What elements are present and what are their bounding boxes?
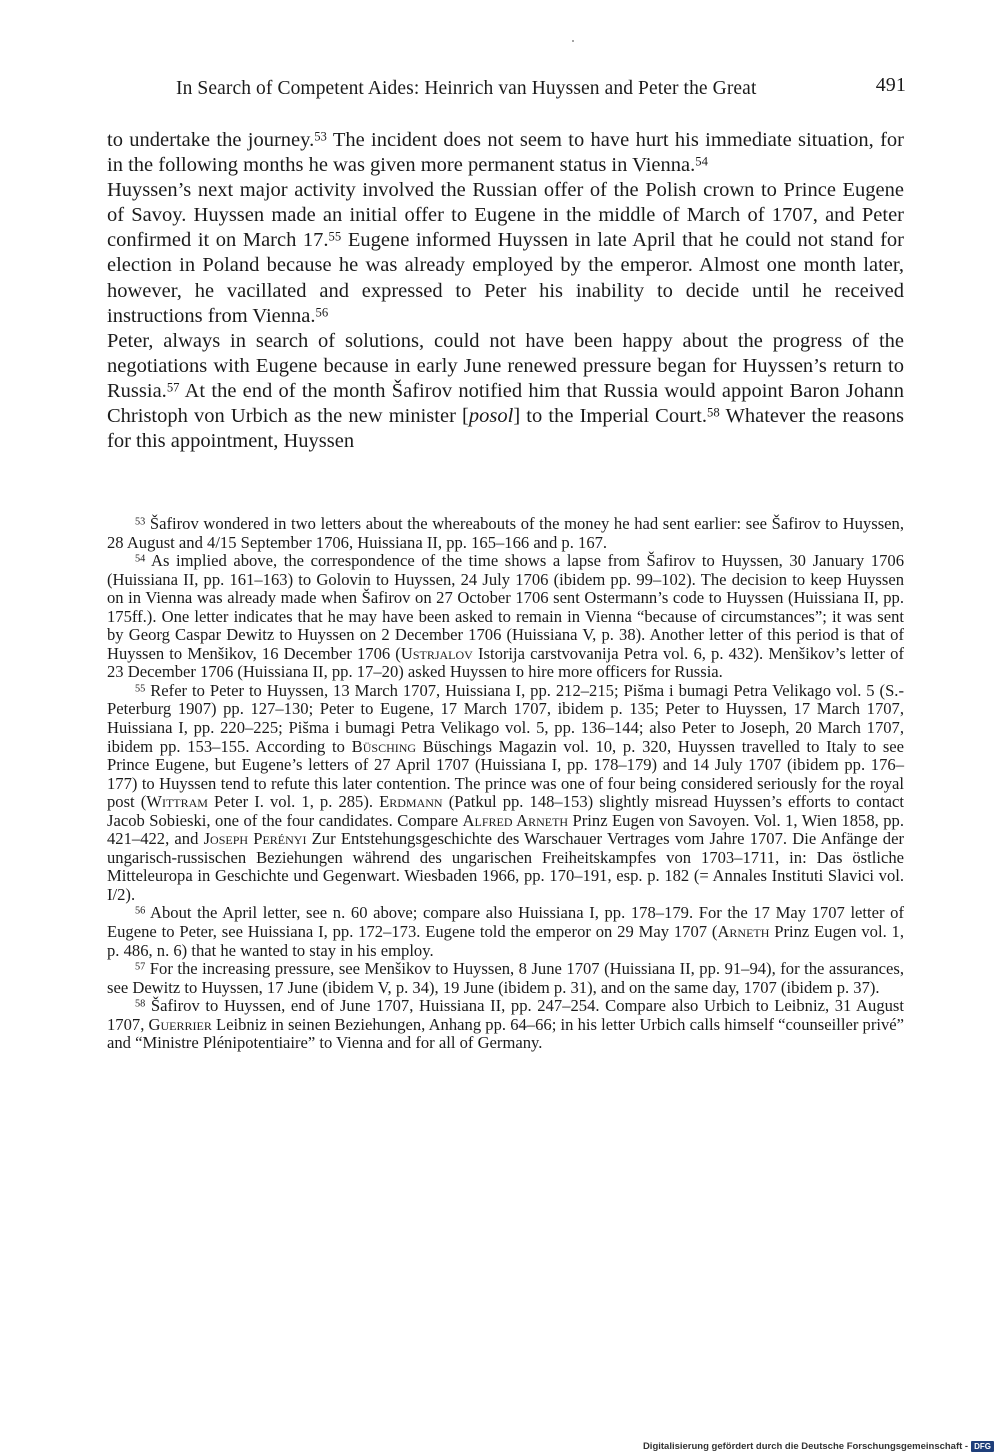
footnotes xyxy=(107,515,904,1053)
footnote-ref-53[interactable]: 53 xyxy=(314,129,327,144)
footnote-ref-56[interactable]: 56 xyxy=(315,304,329,319)
author-name: Wittram xyxy=(146,792,208,812)
footnote-57: $^{57}$ For the increasing pressure, see Menšikov to Huyssen, 8 June 1707 (Huissiana II, pp. 91–94), for the assurances, see Dewitz to Huyssen, 17 June (ibidem V, p. 34), 19 June (ibidem p. 31), and on the same day, 1707 (ibidem p. 37). xyxy=(107,959,904,997)
author-name: Ustrjalov xyxy=(400,643,473,663)
footnote-54: $^{54}$ As implied above, the correspondence of the time shows a lapse from Šafirov to Huyssen, 30 January 1706 (Huissiana II, pp. 161–163) to Golovin to Huyssen, 24 July 1706 (ibidem pp. 99–102). The decision to keep Huyssen on in Vienna was already made when Šafirov on 27 October 1706 sent Ostermann’s code to Huyssen (Huissiana II, pp. 175ff.). One letter indicates that he may have been asked to remain in Vienna “because of circumstances”; it was sent by Georg Caspar Dewitz to Huyssen on 2 December 1706 (Huissiana V, p. 38). Another letter of this period is that of Huyssen to Menšikov, 16 December 1706 (Ustrjalov Istorija carstvovanija Petra vol. 6, p. 432). Menšikov’s letter of 23 December 1706 (Huissiana II, pp. 17–20) asked Huyssen to hire more officers for Russia. xyxy=(107,551,904,682)
author-name: Alfred Arneth xyxy=(462,810,569,830)
page-number: 491 xyxy=(875,74,906,96)
body-paragraph-1: to undertake the journey.$^{53}$ The incident does not seem to have hurt his immediate situation, for in the following months he was given more permanent status in Vienna.$^{54}$ xyxy=(107,129,904,177)
digitization-credit xyxy=(643,1441,994,1452)
footnote-58: $^{58}$ Šafirov to Huyssen, end of June 1707, Huissiana II, pp. 247–254. Compare also Urbich to Leibniz, 31 August 1707, Guerrier Leibniz in seinen Beziehungen, Anhang pp. 64–66; in his letter Urbich calls himself “counseiller privé” and “Ministre Plénipotentiaire” to Vienna and for all of Germany. xyxy=(107,996,904,1053)
footnote-ref-58[interactable]: 58 xyxy=(707,405,720,420)
dfg-logo: DFG xyxy=(971,1441,994,1452)
author-name: Joseph Perényi xyxy=(203,829,307,849)
footnote-ref-54[interactable]: 54 xyxy=(695,154,708,169)
footnote-ref-55[interactable]: 55 xyxy=(328,229,342,244)
italic-term-posol: posol xyxy=(468,405,514,428)
body-text xyxy=(107,128,904,454)
author-name: Arneth xyxy=(717,922,770,942)
body-paragraph-3: Peter, always in search of solutions, could not have been happy about the progress of the negotiations with Eugene because in early June renewed pressure began for Huyssen’s return to Russia.$^{57}$ At the end of the month Šafirov notified him that Russia would appoint Baron Johann Christoph von Urbich as the new minister [posol] to the Imperial Court.$^{58}$ Whatever the reasons for this appointment, Huyssen xyxy=(107,329,904,453)
running-head-title: In Search of Competent Aides: Heinrich van Huyssen and Peter the Great xyxy=(176,78,757,99)
author-name: Büsching xyxy=(351,736,417,756)
author-name: Guerrier xyxy=(148,1014,212,1034)
footnote-56: $^{56}$ About the April letter, see n. 60 above; compare also Huissiana I, pp. 178–179. For the 17 May 1707 letter of Eugene to Peter, see Huissiana I, pp. 172–173. Eugene told the emperor on 29 May 1707 (Arneth Prinz Eugen vol. 1, p. 486, n. 6) that he wanted to stay in his employ. xyxy=(107,903,905,960)
footnote-ref-57[interactable]: 57 xyxy=(166,380,180,395)
credit-text: Digitalisierung gefördert durch die Deutsche Forschungsgemeinschaft - xyxy=(642,1441,969,1452)
footnote-55: $^{55}$ Refer to Peter to Huyssen, 13 March 1707, Huissiana I, pp. 212–215; Pis̆ma i bumagi Petra Velikago vol. 5 (S.-Peterburg 1907) pp. 127–130; Peter to Eugene, 17 March 1707, ibidem p. 135; Peter to Huyssen, 17 March 1707, Huissiana I, pp. 220–225; Pis̆ma i bumagi Petra Velikago vol. 5, pp. 136–144; also Peter to Joseph, 20 March 1707, ibidem pp. 153–155. According to Büsching Büschings Magazin vol. 10, p. 320, Huyssen travelled to Italy to see Prince Eugene, but Eugene’s letters of 27 April 1707 (Huissiana I, pp. 178–179) and 14 July 1707 (ibidem pp. 176–177) to Huyssen tend to refute this later contention. The prince was one of four being considered seriously for the royal post (Wittram Peter I. vol. 1, p. 285). Erdmann (Patkul pp. 148–153) slightly misread Huyssen’s efforts to contact Jacob Sobieski, one of the four candidates. Compare Alfred Arneth Prinz Eugen von Savoyen. Vol. 1, Wien 1858, pp. 421–422, and Joseph Perényi Zur Entstehungsgeschichte des Warschauer Vertrages vom Jahre 1707. Die Anfänge der ungarisch-russischen Beziehungen während des ungarischen Freiheitskampfes von 1703–1711, in: Das östliche Mitteleuropa in Geschichte und Gegenwart. Wiesbaden 1966, pp. 170–191, esp. p. 182 (= Annales Instituti Slavici vol. I/2). xyxy=(107,680,905,904)
footnote-53: $^{53}$ Šafirov wondered in two letters about the whereabouts of the money he had sent earlier: see Šafirov to Huyssen, 28 August and 4/15 September 1706, Huissiana II, pp. 165–166 and p. 167. xyxy=(107,514,904,552)
author-name: Erdmann xyxy=(379,792,443,812)
body-paragraph-2: Huyssen’s next major activity involved the Russian offer of the Polish crown to Prince Eugene of Savoy. Huyssen made an initial offer to Eugene in the middle of March of 1707, and Peter confirmed it on March 17.55 Eugene informed Huyssen in late April that he could not stand for election in Poland because he was already employed by the emperor. Almost one month later, however, he vacillated and expressed to Peter his inability to decide until he received instructions from Vienna.$^{56}$ xyxy=(107,179,904,327)
scan-speck xyxy=(572,40,574,42)
